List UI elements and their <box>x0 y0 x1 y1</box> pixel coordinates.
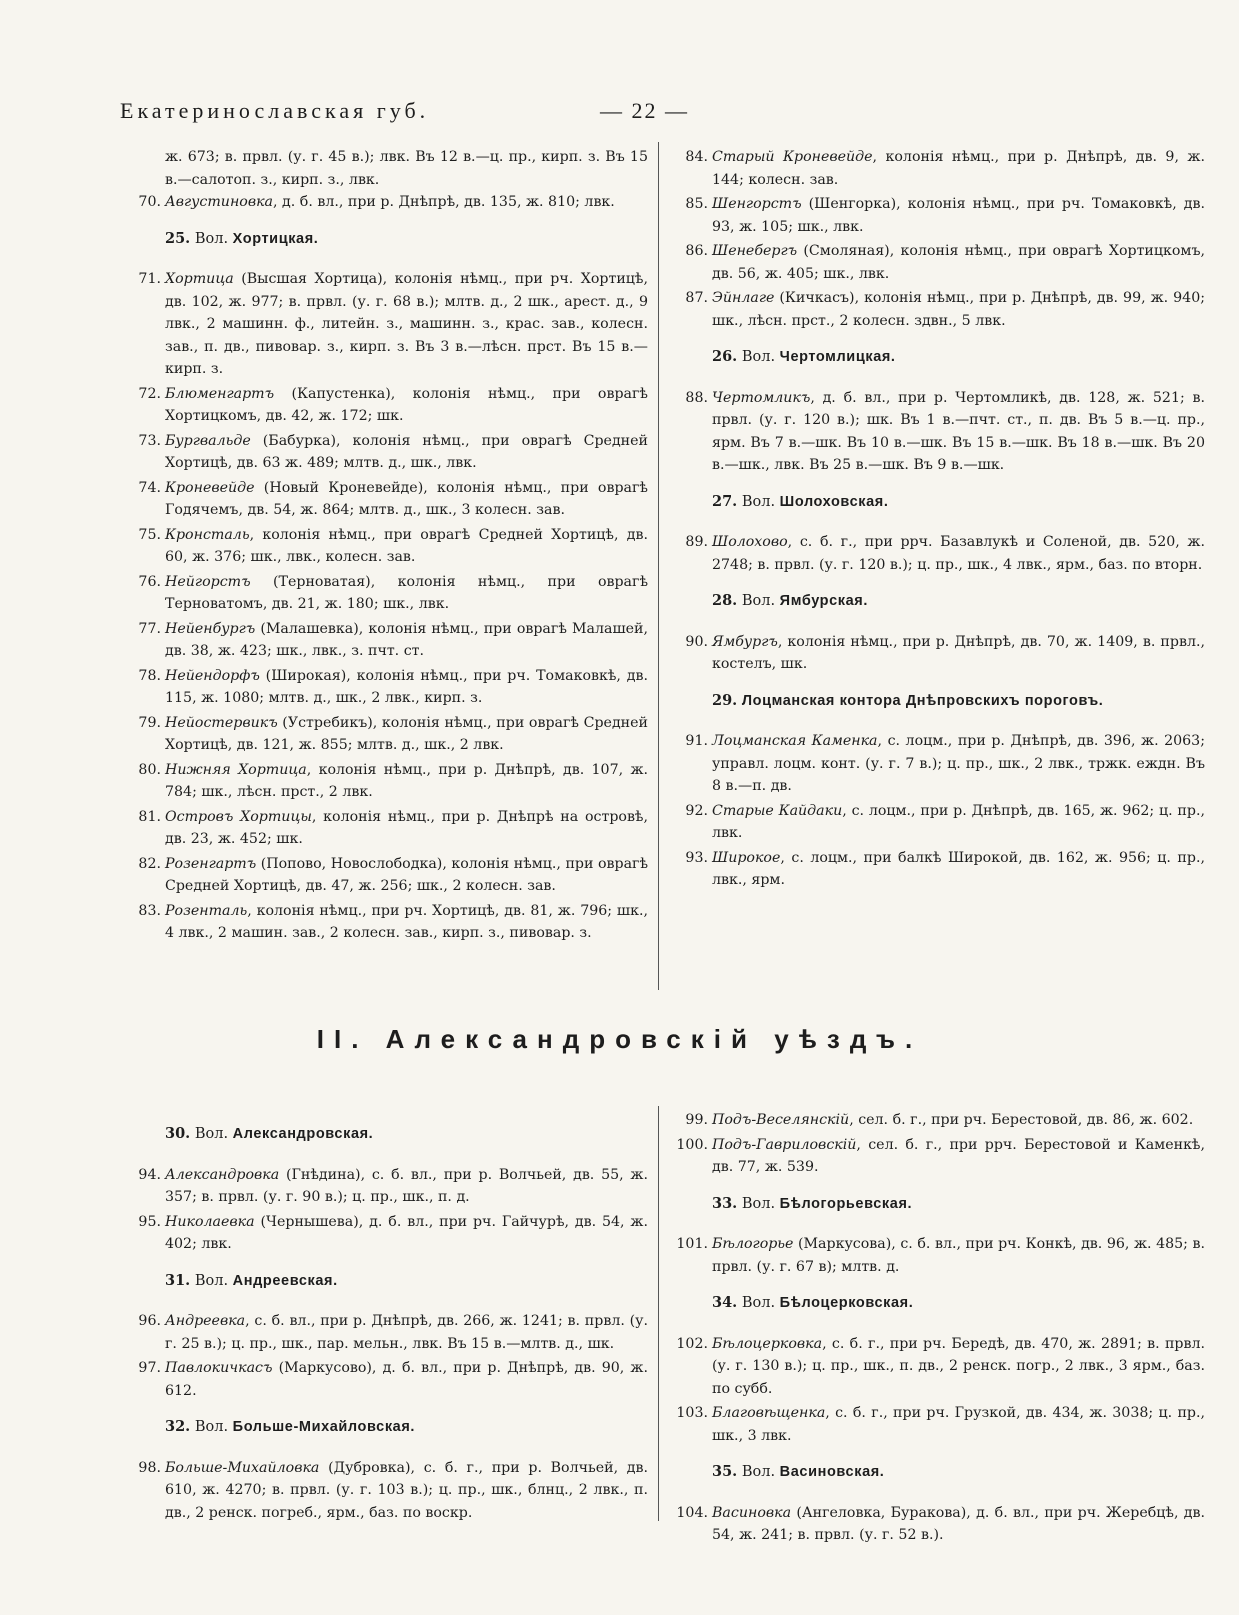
volost-label: Вол. <box>194 1272 229 1289</box>
volost-heading <box>712 491 1205 514</box>
settlement-entry <box>672 193 1205 238</box>
entry-number: 72. <box>138 385 161 402</box>
entry-number: 85. <box>685 196 708 212</box>
settlement-entry <box>125 712 648 757</box>
settlement-entry <box>125 524 648 569</box>
settlement-entry <box>125 571 648 616</box>
settlement-name: Нейенбургъ <box>165 620 256 637</box>
left-column-bottom <box>125 1109 648 1526</box>
column-divider <box>658 1106 659 1521</box>
settlement-details: , колонія нѣмц., при оврагѣ Средней Хортицѣ, дв. 60, ж. 376; шк., лвк., колесн. зав. <box>165 526 648 565</box>
volost-heading <box>712 1193 1205 1216</box>
settlement-entry <box>672 387 1205 477</box>
entry-number: 92. <box>685 802 708 819</box>
settlement-name: Шолохово <box>712 534 788 550</box>
entry-number: 84. <box>685 149 708 165</box>
volost-label: Вол. <box>741 593 776 609</box>
settlement-entry <box>125 191 648 214</box>
volost-name: Васиновская. <box>779 1464 885 1480</box>
entry-number: 103. <box>676 1405 708 1421</box>
settlement-details: , с. лоцм., при р. Днѣпрѣ, дв. 396, ж. 2063; управл. лоцм. конт. (у. г. 7 в.); ц. пр., шк., 2 лвк., тржк. еждн. Въ 8 в.—п. дв. <box>712 733 1205 794</box>
settlement-name: Нейостервикъ <box>165 714 278 731</box>
left-column-top <box>125 146 648 947</box>
settlement-entry <box>672 287 1205 332</box>
settlement-details: , с. лоцм., при р. Днѣпрѣ, дв. 165, ж. 962; ц. пр., лвк. <box>712 802 1205 841</box>
entry-number: 95. <box>138 1213 161 1230</box>
settlement-name: Бургвальде <box>165 432 251 449</box>
settlement-details: (Новый Кроневейде), колонія нѣмц., при оврагѣ Годячемъ, дв. 54, ж. 864; млтв. д., шк., 3 колесн. зав. <box>165 479 648 518</box>
settlement-details: , колонія нѣмц., при р. Днѣпрѣ, дв. 107, ж. 784; шк., лѣсн. прст., 2 лвк. <box>165 761 648 800</box>
volost-number: 25. <box>165 229 191 247</box>
right-column-top <box>672 146 1205 894</box>
entry-number: 89. <box>685 534 708 550</box>
settlement-details: , колонія нѣмц., при р. Днѣпрѣ на островѣ, дв. 23, ж. 452; шк. <box>165 808 648 847</box>
settlement-details: (Широкая), колонія нѣмц., при рч. Томаковкѣ, дв. 115, ж. 1080; млтв. д., шк., 2 лвк., кирп. з. <box>165 667 648 706</box>
entry-number: 90. <box>685 633 708 650</box>
settlement-details: (Ангеловка, Буракова), д. б. вл., при рч. Жеребцѣ, дв. 54, ж. 241; в. првл. (у. г. 52 в.). <box>712 1504 1205 1543</box>
settlement-name: Островъ Хортицы <box>165 808 312 825</box>
settlement-entry <box>672 1333 1205 1401</box>
settlement-entry <box>125 665 648 710</box>
settlement-name: Подъ-Гавриловскій <box>712 1136 857 1153</box>
volost-label: Вол. <box>741 1195 776 1212</box>
settlement-name: Широкое <box>712 849 781 866</box>
volost-label: Вол. <box>194 1126 229 1142</box>
settlement-details: (Устребикъ), колонія нѣмц., при оврагѣ Средней Хортицѣ, дв. 121, ж. 855; млтв. д., шк., 2 лвк. <box>165 714 648 753</box>
settlement-entry <box>125 900 648 945</box>
settlement-details: (Капустенка), колонія нѣмц., при оврагѣ Хортицкомъ, дв. 42, ж. 172; шк. <box>165 385 648 424</box>
settlement-entry <box>672 847 1205 892</box>
settlement-entry <box>125 806 648 851</box>
volost-name: Бѣлогорьевская. <box>779 1195 913 1212</box>
settlement-entry <box>125 853 648 898</box>
settlement-name: Блюменгартъ <box>165 385 275 402</box>
volost-number: 30. <box>165 1125 191 1142</box>
settlement-details: (Дубровка), с. б. г., при р. Волчьей, дв. 610, ж. 4270; в. првл. (у. г. 103 в.); ц. пр., шк., блнц., 2 лвк., п. дв., 2 ренск. погреб., ярм., баз. по воскр. <box>165 1459 648 1521</box>
settlement-entry <box>125 1310 648 1355</box>
volost-number: 35. <box>712 1463 738 1480</box>
settlement-name: Александровка <box>165 1166 280 1183</box>
volost-number: 26. <box>712 348 738 365</box>
volost-number: 33. <box>712 1194 738 1212</box>
settlement-name: Лоцманская Каменка <box>712 733 878 749</box>
entry-number: 88. <box>685 389 708 406</box>
entry-number: 74. <box>138 479 161 496</box>
volost-name: Александровская. <box>232 1126 374 1142</box>
volost-heading <box>712 690 1205 713</box>
settlement-details: (Малашевка), колонія нѣмц., при оврагѣ Малашей, дв. 38, ж. 423; шк., лвк., з. пчт. ст. <box>165 620 648 659</box>
volost-heading <box>165 1123 648 1146</box>
volost-number: 31. <box>165 1271 191 1289</box>
volost-heading <box>712 1461 1205 1484</box>
section-title: II. Александровскій уѣздъ. <box>316 1024 923 1054</box>
entry-number: 97. <box>138 1360 161 1376</box>
entry-number: 94. <box>138 1166 161 1183</box>
settlement-entry <box>125 759 648 804</box>
entry-number: 91. <box>685 733 708 749</box>
settlement-details: , с. б. г., при рч. Бередѣ, дв. 470, ж. 2891; в. првл. (у. г. 130 в.); ц. пр., шк., п. дв., 2 ренск. погр., 2 лвк., 3 ярм., баз. по субб. <box>712 1335 1205 1397</box>
volost-number: 34. <box>712 1294 738 1311</box>
entry-number: 71. <box>138 271 161 287</box>
volost-heading <box>165 1416 648 1439</box>
settlement-name: Розенталь <box>165 902 248 919</box>
settlement-name: Нейендорфъ <box>165 667 260 684</box>
volost-heading <box>712 346 1205 369</box>
entry-number: 86. <box>685 243 708 259</box>
right-column-bottom <box>672 1109 1205 1549</box>
volost-heading <box>165 228 648 251</box>
entry-number: 82. <box>138 855 161 872</box>
settlement-name: Августиновка <box>165 194 274 210</box>
volost-label: Вол. <box>741 493 776 510</box>
settlement-entry <box>125 268 648 381</box>
volost-label: Вол. <box>741 349 776 365</box>
settlement-name: Бѣлогорье <box>712 1236 794 1252</box>
volost-name: Андреевская. <box>232 1272 338 1289</box>
entry-number: 80. <box>138 761 161 778</box>
volost-name: Бѣлоцерковская. <box>779 1295 914 1311</box>
column-divider <box>658 142 659 990</box>
entry-number: 96. <box>138 1313 161 1329</box>
settlement-details: (Смоляная), колонія нѣмц., при оврагѣ Хортицкомъ, дв. 56, ж. 405; шк., лвк. <box>712 243 1205 282</box>
volost-name: Лоцманская контора Днѣпровскихъ пороговъ. <box>741 692 1104 709</box>
settlement-details: (Гнѣдина), с. б. вл., при р. Волчьей, дв. 55, ж. 357; в. првл. (у. г. 90 в.); ц. пр., шк., п. д. <box>165 1166 648 1205</box>
settlement-details: (Кичкасъ), колонія нѣмц., при р. Днѣпрѣ, дв. 99, ж. 940; шк., лѣсн. прст., 2 колесн. здвн., 5 лвк. <box>712 290 1205 329</box>
settlement-details: (Бабурка), колонія нѣмц., при оврагѣ Средней Хортицѣ, дв. 63 ж. 489; млтв. д., шк., лвк. <box>165 432 648 471</box>
settlement-entry <box>125 1457 648 1525</box>
volost-heading <box>712 1292 1205 1315</box>
entry-number: 100. <box>676 1136 708 1153</box>
page-header <box>120 100 720 130</box>
settlement-details: , колонія нѣмц., при р. Днѣпрѣ, дв. 70, ж. 1409, в. првл., костелъ, шк. <box>712 633 1205 672</box>
settlement-entry <box>672 1233 1205 1278</box>
settlement-entry <box>125 618 648 663</box>
entry-number: 73. <box>138 432 161 449</box>
page-number: — 22 — <box>600 98 689 123</box>
volost-label: Вол. <box>741 1464 776 1480</box>
settlement-details: , д. б. вл., при р. Чертомликѣ, дв. 128, ж. 521; в. првл. (у. г. 120 в.); шк. Въ 1 в.—пчт. ст., п. дв. Въ 5 в.—ц. пр., ярм. Въ 7 в.—шк. Въ 10 в.—шк. Въ 15 в.—шк. Въ 18 в.—шк. Въ 20 в.—шк., лвк. Въ 25 в.—шк. Въ 9 в.—шк. <box>712 389 1205 473</box>
settlement-entry <box>125 383 648 428</box>
volost-name: Шолоховская. <box>779 493 889 510</box>
settlement-entry <box>125 430 648 475</box>
volost-number: 27. <box>712 492 738 510</box>
volost-heading <box>165 1270 648 1293</box>
entry-number: 99. <box>685 1112 708 1128</box>
settlement-entry <box>672 1402 1205 1447</box>
settlement-details: , с. б. вл., при р. Днѣпрѣ, дв. 266, ж. 1241; в. првл. (у. г. 25 в.); ц. пр., шк., пар. мельн., лвк. Въ 15 в.—млтв. д., шк. <box>165 1313 648 1352</box>
settlement-name: Николаевка <box>165 1213 255 1230</box>
entry-number: 77. <box>138 620 161 637</box>
settlement-details: (Маркусова), с. б. вл., при рч. Конкѣ, дв. 96, ж. 485; в. првл. (у. г. 67 в); млтв. д. <box>712 1236 1205 1275</box>
entry-number: 101. <box>676 1236 708 1252</box>
settlement-entry <box>672 800 1205 845</box>
settlement-name: Нейгорстъ <box>165 573 251 590</box>
volost-number: 29. <box>712 691 738 709</box>
entry-number: 98. <box>138 1459 161 1476</box>
entry-number: 104. <box>676 1504 708 1521</box>
settlement-details: , колонія нѣмц., при рч. Хортицѣ, дв. 81, ж. 796; шк., 4 лвк., 2 машин. зав., 2 колесн. зав., кирп. з., пивовар. з. <box>165 902 648 941</box>
settlement-name: Андреевка <box>165 1313 246 1329</box>
volost-label: Вол. <box>741 1295 776 1311</box>
volost-number: 32. <box>165 1418 191 1435</box>
settlement-name: Старый Кроневейде <box>712 149 873 165</box>
settlement-name: Подъ-Веселянскій <box>712 1112 850 1128</box>
settlement-name: Васиновка <box>712 1504 792 1521</box>
settlement-name: Кронсталь <box>165 526 250 543</box>
settlement-entry <box>125 1211 648 1256</box>
entry-number: 79. <box>138 714 161 731</box>
settlement-name: Эйнлаге <box>712 290 775 306</box>
entry-number: 75. <box>138 526 161 543</box>
settlement-name: Нижняя Хортица <box>165 761 307 778</box>
settlement-details: , с. б. г., при ррч. Базавлукѣ и Соленой, дв. 520, ж. 2748; в. првл. (у. г. 120 в.); ц. пр., шк., 4 лвк., ярм., баз. по вторн. <box>712 534 1205 573</box>
volost-name: Хортицкая. <box>232 230 319 247</box>
settlement-name: Шенебергъ <box>712 243 798 259</box>
volost-number: 28. <box>712 592 738 609</box>
entry-number: 81. <box>138 808 161 825</box>
settlement-entry <box>125 477 648 522</box>
entry-number: 78. <box>138 667 161 684</box>
settlement-details: (Попово, Новослободка), колонія нѣмц., при оврагѣ Средней Хортицѣ, дв. 47, ж. 256; шк., 2 колесн. зав. <box>165 855 649 894</box>
settlement-name: Хортица <box>165 271 234 287</box>
settlement-name: Кроневейде <box>165 479 255 496</box>
volost-label: Вол. <box>194 230 229 247</box>
settlement-details: , с. б. г., при рч. Грузкой, дв. 434, ж. 3038; ц. пр., шк., 3 лвк. <box>712 1405 1205 1444</box>
entry-number: 102. <box>676 1335 708 1352</box>
entry-number: 83. <box>138 902 161 919</box>
settlement-entry <box>672 1502 1205 1547</box>
settlement-details: , сел. б. г., при рч. Берестовой, дв. 86, ж. 602. <box>849 1112 1194 1128</box>
volost-label: Вол. <box>194 1419 229 1435</box>
settlement-name: Ямбургъ <box>712 633 778 650</box>
settlement-details: (Терноватая), колонія нѣмц., при оврагѣ Терноватомъ, дв. 21, ж. 180; шк., лвк. <box>165 573 648 612</box>
settlement-name: Шенгорстъ <box>712 196 802 212</box>
settlement-entry <box>672 631 1205 676</box>
entry-number: 87. <box>685 290 708 306</box>
settlement-details: , д. б. вл., при р. Днѣпрѣ, дв. 135, ж. 810; лвк. <box>273 194 615 210</box>
volost-name: Больше-Михайловская. <box>232 1419 416 1435</box>
settlement-name: Чертомликъ <box>712 389 811 406</box>
settlement-entry <box>125 1357 648 1402</box>
page-header-title: Екатеринославская губ. <box>120 98 430 123</box>
volost-name: Чертомлицкая. <box>779 349 896 365</box>
settlement-details: (Чернышева), д. б. вл., при рч. Гайчурѣ, дв. 54, ж. 402; лвк. <box>165 1213 648 1252</box>
settlement-details: (Маркусово), д. б. вл., при р. Днѣпрѣ, дв. 90, ж. 612. <box>165 1360 648 1399</box>
settlement-name: Благовѣщенка <box>712 1405 826 1421</box>
settlement-entry <box>672 730 1205 798</box>
settlement-details: , с. лоцм., при балкѣ Широкой, дв. 162, ж. 956; ц. пр., лвк., ярм. <box>712 849 1205 888</box>
settlement-details: , колонія нѣмц., при р. Днѣпрѣ, дв. 9, ж. 144; колесн. зав. <box>712 149 1205 188</box>
entry-number: 70. <box>138 194 161 210</box>
settlement-entry <box>672 1134 1205 1179</box>
settlement-entry <box>672 146 1205 191</box>
entry-number: 76. <box>138 573 161 590</box>
settlement-details: (Высшая Хортица), колонія нѣмц., при рч. Хортицѣ, дв. 102, ж. 977; в. првл. (у. г. 68 в.); млтв. д., 2 шк., арест. д., 9 лвк., 2 машинн. ф., литейн. з., машинн. з., крас. зав., колесн. зав., п. дв., пивовар. з., кирп. з. Въ 3 в.—лѣсн. прст. Въ 15 в.—кирп. з. <box>165 271 648 377</box>
volost-heading <box>712 590 1205 613</box>
settlement-name: Бѣлоцерковка <box>712 1335 823 1352</box>
settlement-entry <box>672 240 1205 285</box>
settlement-name: Старые Кайдаки <box>712 802 843 819</box>
settlement-entry <box>125 1164 648 1209</box>
settlement-entry <box>672 1109 1205 1132</box>
settlement-entry <box>672 531 1205 576</box>
settlement-name: Розенгартъ <box>165 855 257 872</box>
settlement-details: , сел. б. г., при ррч. Берестовой и Каменкѣ, дв. 77, ж. 539. <box>712 1136 1205 1175</box>
volost-name: Ямбурская. <box>779 593 868 609</box>
settlement-name: Павлокичкасъ <box>165 1360 273 1376</box>
entry-continuation: ж. 673; в. првл. (у. г. 45 в.); лвк. Въ 12 в.—ц. пр., кирп. з. Въ 15 в.—салотоп. з., кирп. з., лвк. <box>165 149 648 188</box>
settlement-name: Больше-Михайловка <box>165 1459 320 1476</box>
entry-number: 93. <box>685 849 708 866</box>
settlement-details: (Шенгорка), колонія нѣмц., при рч. Томаковкѣ, дв. 93, ж. 105; шк., лвк. <box>712 196 1205 235</box>
